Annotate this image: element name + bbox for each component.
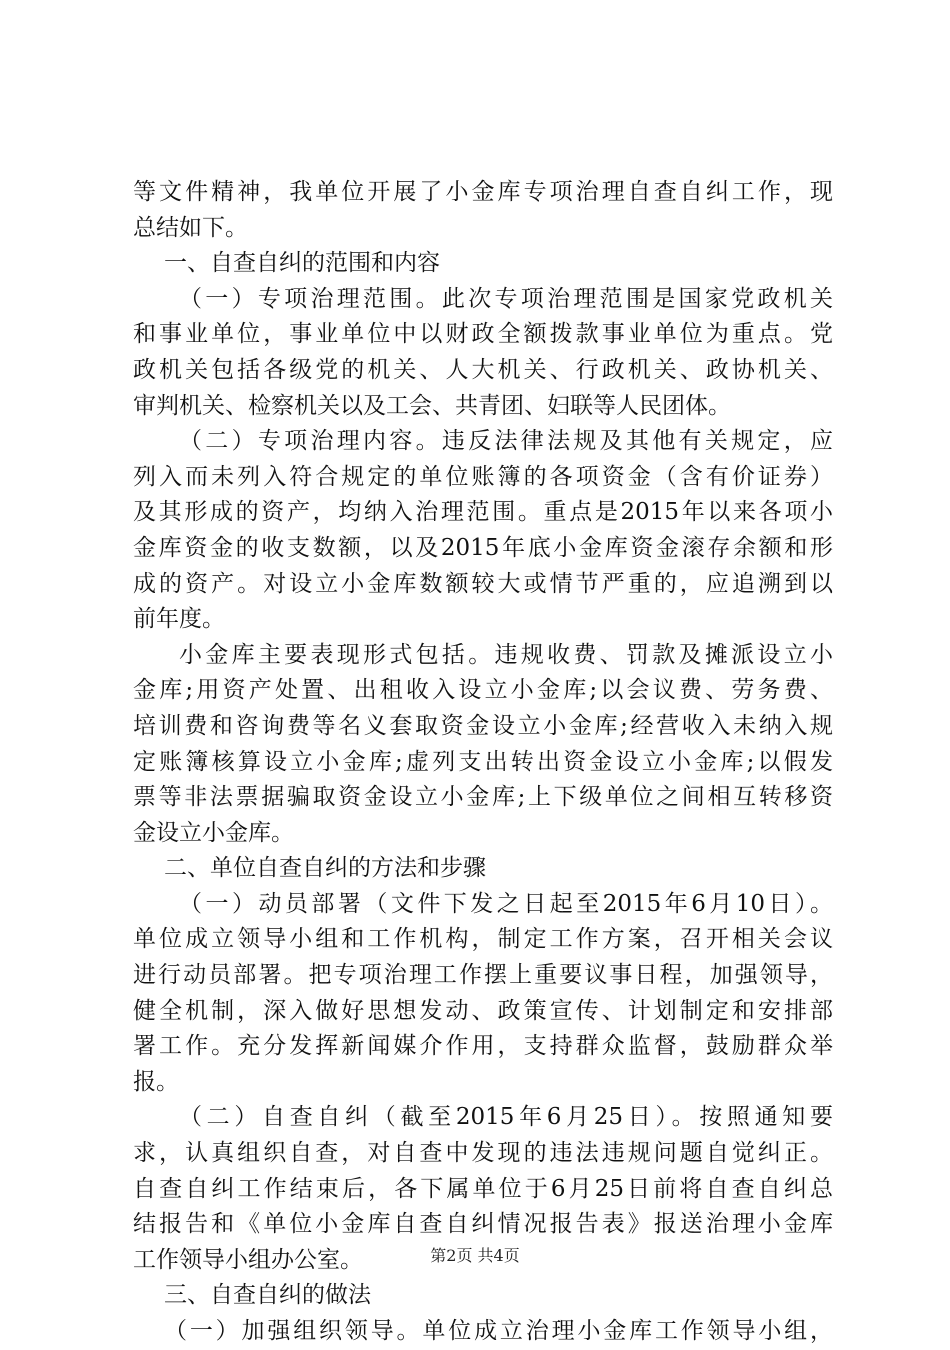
- text-line: 单位成立领导小组和工作机构，制定工作方案，召开相关会议: [133, 926, 833, 953]
- text-line: （二）专项治理内容。违反法律法规及其他有关规定，应: [179, 428, 833, 455]
- text-line: 政机关包括各级党的机关、人大机关、行政机关、政协机关、: [133, 356, 833, 383]
- text-line: 健全机制，深入做好思想发动、政策宣传、计划制定和安排部: [133, 997, 833, 1024]
- text-line: 总结如下。: [133, 214, 248, 241]
- text-line: 进行动员部署。把专项治理工作摆上重要议事日程，加强领导，: [133, 962, 833, 989]
- section-heading: 一、自查自纠的范围和内容: [164, 250, 440, 277]
- text-line: 前年度。: [133, 606, 225, 633]
- text-line: （一）专项治理范围。此次专项治理范围是国家党政机关: [179, 285, 833, 312]
- text-line: 求，认真组织自查，对自查中发现的违法违规问题自觉纠正。: [133, 1140, 833, 1167]
- text-line: （二）自查自纠（截至2015年6月25日）。按照通知要: [179, 1104, 833, 1131]
- text-line: 及其形成的资产，均纳入治理范围。重点是2015年以来各项小: [133, 499, 833, 526]
- text-line: （一）动员部署（文件下发之日起至2015年6月10日）。: [179, 890, 833, 917]
- page-footer: 第2页 共4页: [430, 1246, 520, 1265]
- text-line: 成的资产。对设立小金库数额较大或情节严重的，应追溯到以: [133, 570, 833, 597]
- text-line: 金库;用资产处置、出租收入设立小金库;以会议费、劳务费、: [133, 677, 833, 704]
- text-line: 培训费和咨询费等名义套取资金设立小金库;经营收入未纳入规: [133, 712, 833, 739]
- text-line: 小金库主要表现形式包括。违规收费、罚款及摊派设立小: [179, 641, 833, 668]
- text-line: 工作领导小组办公室。: [133, 1246, 363, 1273]
- text-line: 报。: [133, 1068, 179, 1095]
- text-line: 金设立小金库。: [133, 819, 294, 846]
- text-line: 和事业单位，事业单位中以财政全额拨款事业单位为重点。党: [133, 321, 833, 348]
- text-line: 自查自纠工作结束后，各下属单位于6月25日前将自查自纠总: [133, 1175, 833, 1202]
- text-line: 列入而未列入符合规定的单位账簿的各项资金（含有价证券）: [133, 463, 833, 490]
- text-line: 金库资金的收支数额，以及2015年底小金库资金滚存余额和形: [133, 534, 833, 561]
- text-line: 票等非法票据骗取资金设立小金库;上下级单位之间相互转移资: [133, 784, 833, 811]
- text-line: （一）加强组织领导。单位成立治理小金库工作领导小组，: [164, 1318, 833, 1344]
- text-line: 定账簿核算设立小金库;虚列支出转出资金设立小金库;以假发: [133, 748, 833, 775]
- text-line: 署工作。充分发挥新闻媒介作用，支持群众监督，鼓励群众举: [133, 1033, 833, 1060]
- section-heading: 二、单位自查自纠的方法和步骤: [164, 855, 486, 882]
- text-line: 结报告和《单位小金库自查自纠情况报告表》报送治理小金库: [133, 1211, 833, 1238]
- document-body: [133, 175, 833, 1350]
- text-line: 审判机关、检察机关以及工会、共青团、妇联等人民团体。: [133, 392, 731, 419]
- section-heading: 三、自查自纠的做法: [164, 1282, 371, 1309]
- text-line: 等文件精神，我单位开展了小金库专项治理自查自纠工作，现: [133, 179, 833, 205]
